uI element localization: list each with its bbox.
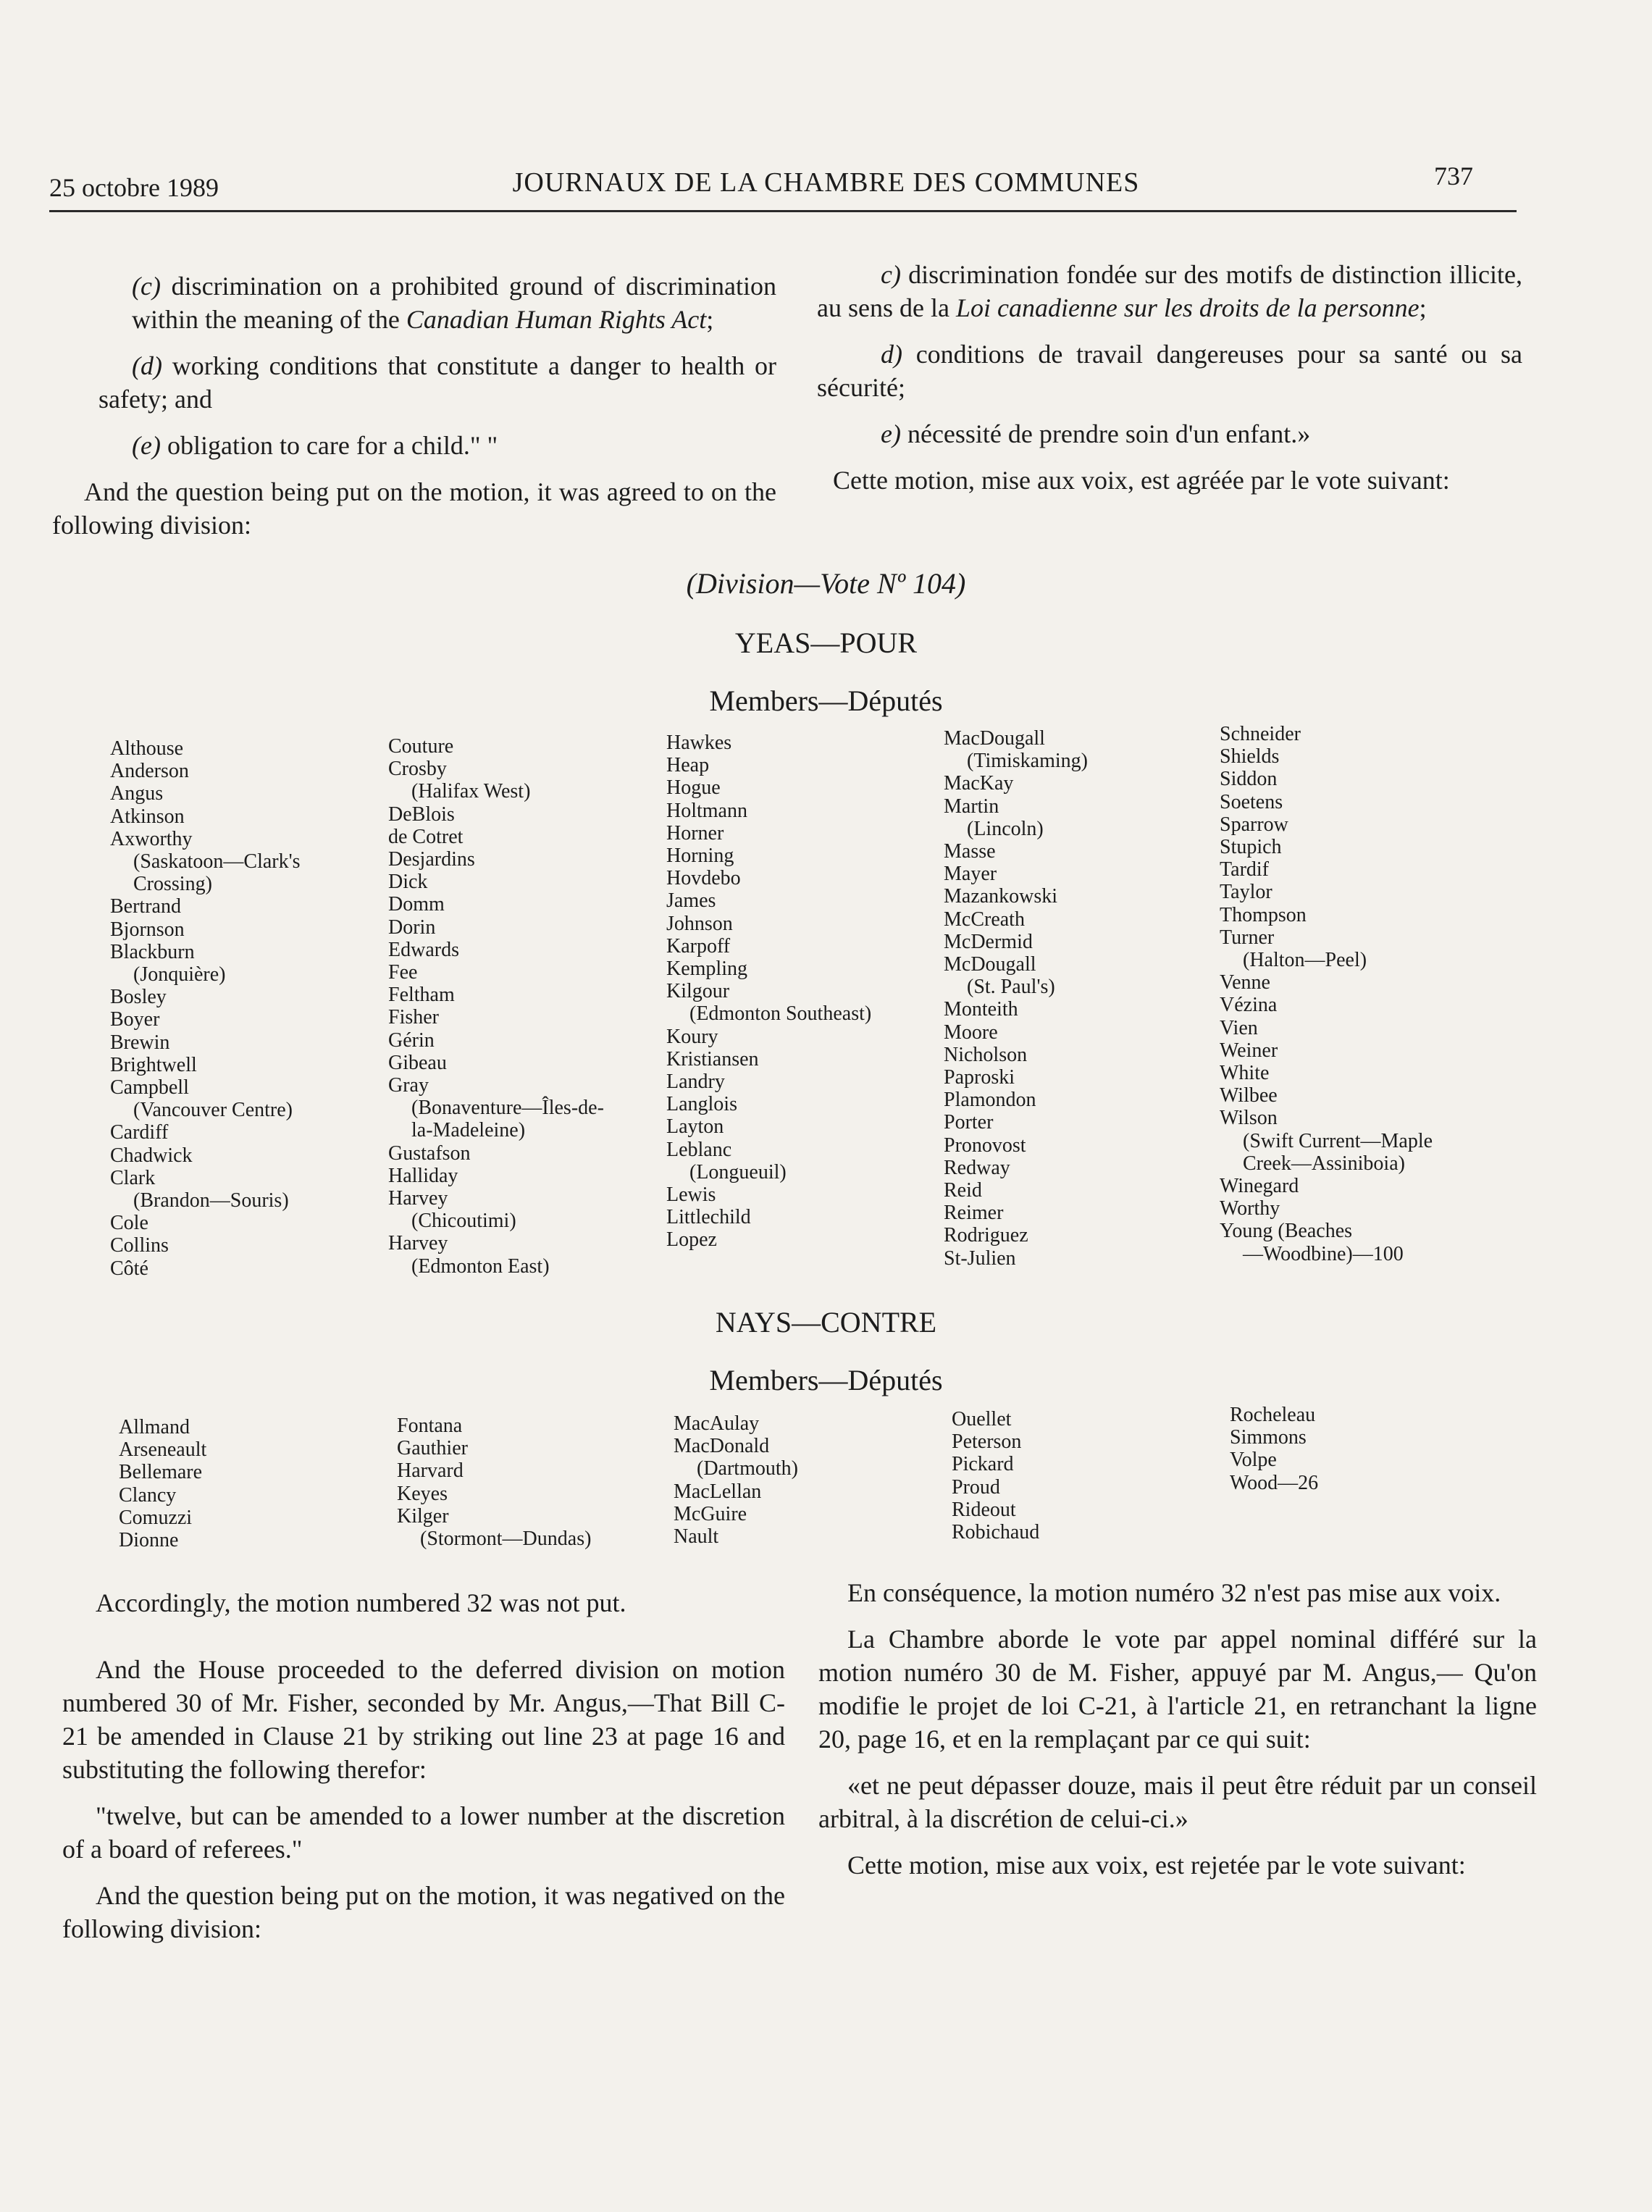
member-name: St-Julien: [944, 1247, 1016, 1270]
member-name: Rideout: [952, 1498, 1016, 1521]
member-name: McCreath: [944, 908, 1025, 931]
member-riding: (Stormont—Dundas): [420, 1528, 592, 1551]
member-name: Cardiff: [110, 1121, 169, 1144]
member-name: Chadwick: [110, 1144, 193, 1167]
member-name: Comuzzi: [119, 1506, 193, 1529]
member-name: Monteith: [944, 998, 1018, 1021]
member-name: Holtmann: [666, 799, 747, 822]
member-name: Allmand: [119, 1416, 190, 1438]
member-name: Axworthy: [110, 827, 193, 850]
member-name: Domm: [388, 893, 445, 916]
clause-c-end: ;: [706, 305, 714, 334]
member-name: Littlechild: [666, 1206, 751, 1229]
member-name: Bjornson: [110, 918, 185, 941]
member-name: Gérin: [388, 1029, 435, 1052]
member-riding: (Bonaventure—Îles-de-: [411, 1097, 604, 1120]
member-name: Clancy: [119, 1483, 177, 1507]
member-name: Robichaud: [952, 1521, 1040, 1544]
question-negatived-en: And the question being put on the motion, it was negatived on the following division:: [62, 1881, 785, 1943]
accordingly-fr: En conséquence, la motion numéro 32 n'est pas mise aux voix.: [847, 1578, 1501, 1607]
member-name: McDermid: [944, 930, 1033, 953]
member-name: Kilgour: [666, 980, 730, 1003]
member-name: MacDonald: [674, 1435, 770, 1458]
member-name: Johnson: [666, 912, 733, 935]
member-name: Bellemare: [119, 1461, 203, 1484]
member-riding: (Vancouver Centre): [133, 1099, 293, 1122]
member-name: Horner: [666, 821, 724, 845]
member-riding: (Longueuil): [689, 1160, 787, 1183]
member-riding: (St. Paul's): [967, 976, 1055, 999]
nays-column-1: [119, 1416, 206, 1551]
clause-c-fr-act: Loi canadienne sur les droits de la personne: [955, 293, 1420, 322]
member-name: Hawkes: [666, 732, 732, 754]
top-french-column: [817, 258, 1522, 510]
member-name: DeBlois: [388, 803, 455, 826]
member-name: Edwards: [388, 938, 459, 961]
member-name: McGuire: [674, 1502, 747, 1525]
member-name: Landry: [666, 1071, 725, 1094]
member-name: Bosley: [110, 986, 167, 1009]
member-name: White: [1220, 1062, 1270, 1085]
member-riding: la-Madeleine): [411, 1119, 526, 1142]
member-name: Nault: [674, 1525, 719, 1549]
member-name: James: [666, 889, 716, 913]
member-riding: (Jonquière): [133, 963, 226, 986]
member-name: Desjardins: [388, 848, 475, 871]
quote-fr: «et ne peut dépasser douze, mais il peut être réduit par un conseil arbitral, à la discrétion de celui-ci.»: [818, 1771, 1537, 1833]
bottom-english-column: [62, 1586, 785, 1958]
member-name: Lewis: [666, 1183, 716, 1207]
member-name: de Cotret: [388, 825, 464, 848]
yeas-column-5: [1220, 723, 1433, 1265]
member-name: Plamondon: [944, 1089, 1036, 1112]
member-name: Arseneault: [119, 1438, 207, 1462]
member-name: Ouellet: [952, 1408, 1012, 1430]
member-name: MacDougall: [944, 727, 1045, 750]
member-name: Feltham: [388, 984, 455, 1007]
member-name: Kempling: [666, 958, 747, 981]
member-name: Hovdebo: [666, 867, 741, 890]
member-name: Gibeau: [388, 1051, 447, 1074]
member-name: Soetens: [1220, 790, 1283, 813]
member-name: Peterson: [952, 1430, 1022, 1454]
member-name: Paproski: [944, 1066, 1015, 1089]
yeas-members-heading: Members—Députés: [709, 684, 943, 717]
nays-column-5: [1230, 1404, 1318, 1494]
member-name: Tardif: [1220, 858, 1270, 881]
member-name: Fisher: [388, 1006, 439, 1029]
top-english-column: [52, 269, 776, 555]
clause-e-fr: [817, 417, 1522, 451]
bottom-french-column: [818, 1576, 1537, 1895]
member-name: Porter: [944, 1111, 994, 1134]
member-name: Atkinson: [110, 805, 185, 828]
clause-c-fr: [817, 258, 1522, 324]
yeas-column-1: [110, 737, 301, 1280]
clause-e-text: obligation to care for a child." ": [160, 431, 498, 460]
member-name: Mayer: [944, 863, 997, 886]
member-name: Pronovost: [944, 1134, 1026, 1157]
page-number: 737: [1434, 162, 1473, 190]
member-name: Angus: [110, 782, 164, 805]
proceeded-en: And the House proceeded to the deferred division on motion numbered 30 of Mr. Fisher, seconded by Mr. Angus,—That Bill C-21 be amended in Clause 21 by striking out line 23 at page 16 and substituting the following therefor:: [62, 1655, 785, 1784]
member-name: Lopez: [666, 1228, 717, 1252]
member-name: MacAulay: [674, 1412, 760, 1435]
member-name: Worthy: [1220, 1197, 1280, 1220]
nays-column-3: [674, 1412, 798, 1548]
clause-d-fr-text: conditions de travail dangereuses pour sa santé ou sa sécurité;: [817, 340, 1522, 402]
member-name: MacKay: [944, 772, 1014, 795]
member-name: Gustafson: [388, 1141, 471, 1165]
clause-c-act: Canadian Human Rights Act: [406, 305, 707, 334]
clause-d-fr-label: d): [881, 340, 902, 369]
member-name: Turner: [1220, 926, 1275, 949]
member-name: Harvey: [388, 1187, 448, 1210]
member-riding: (Swift Current—Maple: [1243, 1129, 1433, 1152]
member-name: Vien: [1220, 1016, 1258, 1039]
question-rejetee-fr: Cette motion, mise aux voix, est rejetée par le vote suivant:: [847, 1851, 1466, 1880]
member-name: Keyes: [397, 1482, 448, 1505]
member-name: Gray: [388, 1074, 429, 1097]
member-name: Langlois: [666, 1093, 737, 1116]
member-name: Venne: [1220, 971, 1270, 994]
member-name: Rocheleau: [1230, 1404, 1316, 1426]
member-name: Wilson: [1220, 1107, 1278, 1130]
clause-e-en: [52, 429, 776, 462]
member-name: Siddon: [1220, 768, 1278, 791]
member-name: Simmons: [1230, 1426, 1307, 1449]
member-name: Clark: [110, 1166, 156, 1189]
question-fr: Cette motion, mise aux voix, est agréée par le vote suivant:: [833, 466, 1450, 495]
yeas-heading: YEAS—POUR: [734, 627, 918, 659]
yeas-column-2: [388, 735, 604, 1278]
member-name: Dionne: [119, 1529, 179, 1552]
member-name: Harvey: [388, 1232, 448, 1255]
header-rule: [49, 210, 1517, 212]
member-name: Volpe: [1230, 1449, 1277, 1472]
member-name: Gauthier: [397, 1437, 468, 1460]
member-riding: (Timiskaming): [967, 750, 1088, 773]
member-name: Couture: [388, 735, 454, 758]
member-name: Kilger: [397, 1504, 449, 1528]
member-name: Thompson: [1220, 903, 1307, 926]
member-name: Masse: [944, 840, 996, 863]
division-title: (Division—Vote Nº 104): [686, 567, 966, 600]
member-riding: (Halton—Peel): [1243, 949, 1367, 972]
member-name: Martin: [944, 795, 999, 818]
member-name: Dick: [388, 871, 428, 894]
nays-members-heading: Members—Députés: [709, 1364, 943, 1396]
member-name: Brightwell: [110, 1053, 197, 1076]
member-name: Anderson: [110, 760, 189, 783]
member-name: Boyer: [110, 1008, 160, 1031]
clause-c-en: [52, 269, 776, 336]
member-name: Mazankowski: [944, 885, 1058, 908]
member-name: Crosby: [388, 758, 447, 781]
member-riding: (Brandon—Souris): [133, 1189, 289, 1212]
clause-d-label: (d): [132, 351, 162, 380]
member-name: Rodriguez: [944, 1224, 1028, 1247]
header-title: JOURNAUX DE LA CHAMBRE DES COMMUNES: [512, 167, 1140, 198]
member-name: Stupich: [1220, 836, 1282, 859]
member-name: Pickard: [952, 1453, 1014, 1476]
clause-e-label: (e): [132, 431, 161, 460]
member-riding: —Woodbine)—100: [1243, 1242, 1404, 1265]
member-riding: (Dartmouth): [697, 1457, 798, 1480]
member-name: Sparrow: [1220, 813, 1288, 836]
member-name: Vézina: [1220, 994, 1278, 1017]
member-name: Shields: [1220, 745, 1280, 768]
member-name: Wood—26: [1230, 1471, 1319, 1494]
member-name: Wilbee: [1220, 1084, 1278, 1107]
clause-c-label: (c): [132, 272, 161, 301]
member-name: Fontana: [397, 1415, 463, 1437]
quote-en: "twelve, but can be amended to a lower number at the discretion of a board of referees.": [62, 1801, 785, 1864]
member-name: Young (Beaches: [1220, 1220, 1353, 1243]
proceeded-fr: La Chambre aborde le vote par appel nominal différé sur la motion numéro 30 de M. Fisher, appuyé par M. Angus,— Qu'on modifie le projet de loi C-21, à l'article 21, en retranchant la ligne 20, page 16, et en la remplaçant par ce qui suit:: [818, 1625, 1537, 1754]
member-name: Brewin: [110, 1031, 170, 1054]
clause-d-text: working conditions that constitute a danger to health or safety; and: [98, 351, 776, 414]
member-name: Nicholson: [944, 1043, 1028, 1066]
member-name: Schneider: [1220, 723, 1301, 745]
clause-c-fr-text: discrimination fondée sur des motifs de distinction illicite, au sens de la: [817, 260, 1522, 322]
clause-c-fr-label: c): [881, 260, 901, 289]
member-name: Reid: [944, 1179, 982, 1202]
clause-e-fr-label: e): [881, 419, 901, 448]
member-name: Weiner: [1220, 1039, 1278, 1062]
member-name: Koury: [666, 1025, 718, 1048]
member-name: Layton: [666, 1115, 724, 1139]
member-name: Campbell: [110, 1076, 189, 1099]
member-name: Harvard: [397, 1459, 464, 1483]
question-en: And the question being put on the motion, it was agreed to on the following division:: [52, 477, 776, 540]
clause-c-fr-end: ;: [1419, 293, 1427, 322]
member-name: Blackburn: [110, 940, 195, 963]
member-riding: (Saskatoon—Clark's: [133, 850, 301, 874]
member-name: Karpoff: [666, 934, 731, 958]
member-name: Althouse: [110, 737, 184, 760]
member-name: Dorin: [388, 916, 436, 939]
member-name: Reimer: [944, 1202, 1004, 1225]
member-riding: Creek—Assiniboia): [1243, 1152, 1405, 1175]
member-name: Moore: [944, 1021, 998, 1044]
nays-column-4: [952, 1408, 1039, 1543]
member-name: Fee: [388, 961, 418, 984]
accordingly-en: Accordingly, the motion numbered 32 was not put.: [96, 1588, 626, 1617]
member-name: Leblanc: [666, 1138, 732, 1161]
member-name: Collins: [110, 1234, 169, 1257]
clause-d-en: [52, 349, 776, 416]
clause-c-text: discrimination on a prohibited ground of discrimination within the meaning of the: [132, 272, 776, 334]
yeas-column-3: [666, 732, 871, 1252]
member-name: Halliday: [388, 1164, 458, 1187]
member-name: Proud: [952, 1475, 1000, 1499]
member-name: Heap: [666, 754, 710, 777]
member-name: Horning: [666, 845, 734, 868]
nays-heading: NAYS—CONTRE: [715, 1306, 937, 1338]
member-riding: (Lincoln): [967, 817, 1044, 840]
member-name: McDougall: [944, 953, 1036, 976]
yeas-column-4: [944, 727, 1088, 1270]
member-name: Cole: [110, 1212, 148, 1235]
nays-column-2: [397, 1415, 591, 1550]
clause-d-fr: [817, 338, 1522, 404]
member-name: Winegard: [1220, 1175, 1299, 1198]
member-name: Bertrand: [110, 895, 181, 918]
member-riding: (Edmonton East): [411, 1254, 550, 1278]
member-name: Kristiansen: [666, 1047, 759, 1071]
member-name: Côté: [110, 1257, 148, 1280]
member-riding: (Chicoutimi): [411, 1210, 516, 1233]
member-riding: (Halifax West): [411, 780, 531, 803]
header-date: 25 octobre 1989: [49, 173, 219, 202]
clause-e-fr-text: nécessité de prendre soin d'un enfant.»: [900, 419, 1311, 448]
member-name: Redway: [944, 1156, 1010, 1179]
member-riding: (Edmonton Southeast): [689, 1002, 872, 1026]
member-name: MacLellan: [674, 1480, 762, 1503]
member-name: Taylor: [1220, 881, 1272, 904]
member-name: Hogue: [666, 776, 721, 800]
member-riding: Crossing): [133, 873, 212, 896]
